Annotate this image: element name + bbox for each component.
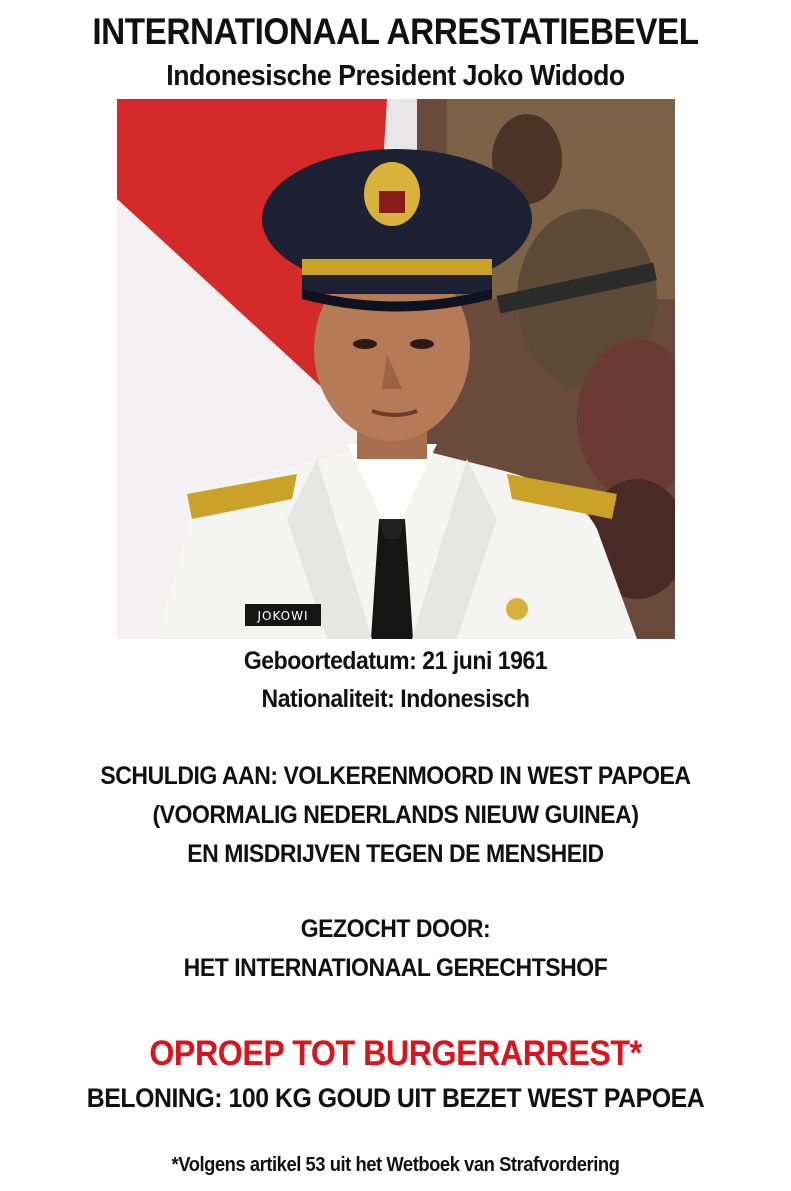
poster-title: INTERNATIONAAL ARRESTATIEBEVEL xyxy=(92,11,699,52)
reward: BELONING: 100 KG GOUD UIT BEZET WEST PAPOEA xyxy=(86,1083,705,1113)
footnote: *Volgens artikel 53 uit het Wetboek van Strafvordering xyxy=(171,1154,620,1176)
call-to-arrest: OPROEP TOT BURGERARREST* xyxy=(149,1034,642,1073)
charge-line-2: (VOORMALIG NEDERLANDS NIEUW GUINEA) xyxy=(152,801,639,829)
poster-subtitle: Indonesische President Joko Widodo xyxy=(166,60,625,92)
lapel-pin xyxy=(506,598,528,620)
name-tag-text: JOKOWI xyxy=(257,609,309,623)
nationality: Nationaliteit: Indonesisch xyxy=(261,685,530,713)
cap-gold-band xyxy=(302,259,492,275)
birth-date: Geboortedatum: 21 juni 1961 xyxy=(243,647,548,675)
charge-line-1: SCHULDIG AAN: VOLKERENMOORD IN WEST PAPOEA xyxy=(100,762,691,790)
portrait-photo xyxy=(117,99,675,639)
wanted-by-label: GEZOCHT DOOR: xyxy=(300,915,491,943)
wanted-by-court: HET INTERNATIONAAL GERECHTSHOF xyxy=(183,954,608,982)
charge-line-3: EN MISDRIJVEN TEGEN DE MENSHEID xyxy=(187,840,604,868)
